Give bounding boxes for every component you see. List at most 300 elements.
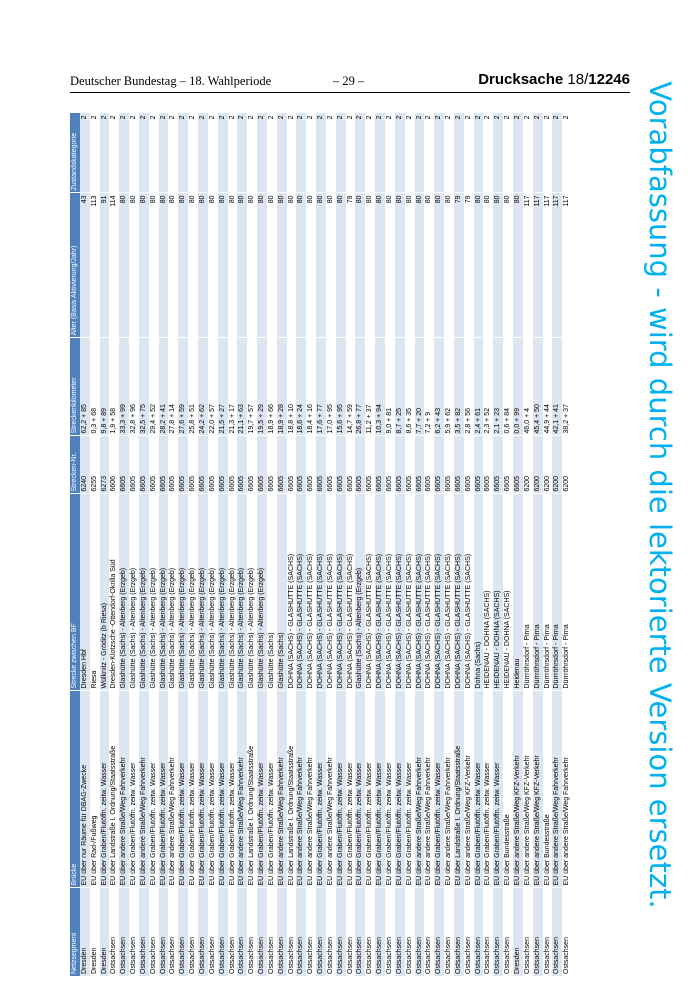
table-cell: 2 <box>483 113 493 193</box>
table-cell: 79 <box>454 193 464 338</box>
table-cell: 6606 <box>109 436 119 494</box>
table-row <box>415 113 425 976</box>
table-cell: DOHNA (SACHS) - GLASHÜTTE (SACHS) <box>385 494 395 691</box>
table-cell: 80 <box>287 193 297 338</box>
table-cell: 2 <box>474 113 484 193</box>
table-cell: DOHNA (SACHS) - GLASHÜTTE (SACHS) <box>395 494 405 691</box>
table-cell: 80 <box>405 193 415 338</box>
table-cell: 6605 <box>208 436 218 494</box>
table-cell: 2 <box>129 113 139 193</box>
table-cell: 2 <box>493 113 503 193</box>
table-cell: DOHNA (SACHS) - GLASHÜTTE (SACHS) <box>454 494 464 691</box>
table-row <box>237 113 247 976</box>
table-cell: EÜ über Graben/Flutöffn. zeitw. Wasser <box>385 691 395 888</box>
table-cell: DOHNA (SACHS) - GLASHÜTTE (SACHS) <box>287 494 297 691</box>
table-cell: 6605 <box>296 436 306 494</box>
table-cell: Dresden-Klotzsche -Ottendorf-Okrilla Süd <box>109 494 119 691</box>
table-cell: 6605 <box>464 436 474 494</box>
table-cell: Ostsachsen <box>543 888 553 976</box>
table-cell: 27,8 + 14 <box>168 338 178 436</box>
table-cell: 7,7 + 20 <box>415 338 425 436</box>
table-cell: 2 <box>513 113 523 193</box>
table-cell: 2 <box>326 113 336 193</box>
table-cell: DOHNA (SACHS) - GLASHÜTTE (SACHS) <box>346 494 356 691</box>
table-cell: 6605 <box>198 436 208 494</box>
table-cell: 2 <box>100 113 110 193</box>
table-cell: 2 <box>346 113 356 193</box>
table-cell: 117 <box>533 193 543 338</box>
table-row <box>90 113 100 976</box>
table-cell: 6605 <box>405 436 415 494</box>
table-cell: 28,2 + 41 <box>159 338 169 436</box>
table-cell: Ostsachsen <box>267 888 277 976</box>
table-cell: Ostsachsen <box>119 888 129 976</box>
table-cell: DOHNA (SACHS) - GLASHÜTTE (SACHS) <box>405 494 415 691</box>
table-cell: 6240 <box>80 436 90 494</box>
table-cell: 29,4 + 52 <box>149 338 159 436</box>
table-cell: 62,2 + 85 <box>80 338 90 436</box>
table-cell: 2 <box>424 113 434 193</box>
table-cell: 6605 <box>513 436 523 494</box>
table-cell: 2 <box>267 113 277 193</box>
table-cell: 2 <box>434 113 444 193</box>
table-cell: EÜ über andere Straße/Weg KFZ-Verkehr <box>464 691 474 888</box>
table-cell: Glashütte (Sachs) <box>277 494 287 691</box>
table-cell: 6605 <box>159 436 169 494</box>
table-cell: 6200 <box>533 436 543 494</box>
table-cell: 80 <box>493 193 503 338</box>
table-cell: 80 <box>257 193 267 338</box>
table-cell: 32,8 + 96 <box>129 338 139 436</box>
table-cell: 6605 <box>277 436 287 494</box>
column-header: Brücke <box>70 691 80 888</box>
table-cell: 2 <box>523 113 533 193</box>
table-row <box>316 113 326 976</box>
table-cell: 80 <box>119 193 129 338</box>
table-cell: Ostsachsen <box>533 888 543 976</box>
table-cell: EÜ über andere Straße/Weg Fahrverkehr <box>552 691 562 888</box>
table-cell: EÜ über Graben/Flutöffn. zeitw. Wasser <box>149 691 159 888</box>
table-cell: 6200 <box>552 436 562 494</box>
table-cell: DOHNA (SACHS) - GLASHÜTTE (SACHS) <box>296 494 306 691</box>
table-cell: Glashütte (Sachs) - Altenberg (Erzgeb) <box>228 494 238 691</box>
table-row <box>218 113 228 976</box>
table-cell: 6605 <box>375 436 385 494</box>
table-cell: 80 <box>483 193 493 338</box>
table-row <box>493 113 503 976</box>
table-row <box>119 113 129 976</box>
table-cell: 2,4 + 61 <box>474 338 484 436</box>
table-container <box>70 113 625 976</box>
table-cell: Ostsachsen <box>247 888 257 976</box>
table-cell: DOHNA (SACHS) - GLASHÜTTE (SACHS) <box>365 494 375 691</box>
header-rule <box>70 92 630 93</box>
table-cell: EÜ über Graben/Flutöffn. zeitw. Wasser <box>257 691 267 888</box>
table-cell: Ostsachsen <box>109 888 119 976</box>
table-cell: 80 <box>267 193 277 338</box>
table-cell: 6605 <box>247 436 257 494</box>
table-cell: EÜ über Graben/Flutöffn. zeitw. Wasser <box>336 691 346 888</box>
table-cell: 2 <box>208 113 218 193</box>
table-cell: 6605 <box>503 436 513 494</box>
table-cell: Ostsachsen <box>493 888 503 976</box>
table-row <box>247 113 257 976</box>
table-cell: EÜ über Graben/Flutöffn. zeitw. Wasser <box>483 691 493 888</box>
table-cell: 6605 <box>237 436 247 494</box>
column-header: Alter (Basis Aktivierung/Jahr) <box>70 193 80 338</box>
table-cell: Ostsachsen <box>228 888 238 976</box>
table-cell: 2 <box>237 113 247 193</box>
table-cell: 6605 <box>395 436 405 494</box>
table-cell: Ostsachsen <box>474 888 484 976</box>
table-cell: 80 <box>159 193 169 338</box>
table-cell: DOHNA (SACHS) - GLASHÜTTE (SACHS) <box>326 494 336 691</box>
table-cell: 80 <box>474 193 484 338</box>
table-cell: 2 <box>247 113 257 193</box>
table-cell: 6605 <box>434 436 444 494</box>
table-cell: 6605 <box>188 436 198 494</box>
table-cell: Ostsachsen <box>503 888 513 976</box>
table-cell: EÜ über andere Straße/Weg Fahrverkehr <box>237 691 247 888</box>
table-cell: EÜ über andere Straße/Weg Fahrverkehr <box>277 691 287 888</box>
table-cell: Glashütte (Sachs) - Altenberg (Erzgeb) <box>178 494 188 691</box>
table-cell: 117 <box>562 193 572 338</box>
table-cell: 2 <box>109 113 119 193</box>
table-row <box>454 113 464 976</box>
table-cell: 2 <box>257 113 267 193</box>
table-cell: 6605 <box>119 436 129 494</box>
table-cell: Glashütte (Sachs) - Altenberg (Erzgeb) <box>168 494 178 691</box>
table-cell: 46,0 + 4 <box>523 338 533 436</box>
table-cell: EÜ über andere Straße/Weg Fahrverkehr <box>139 691 149 888</box>
table-cell: 0,6 + 84 <box>503 338 513 436</box>
table-cell: 6605 <box>257 436 267 494</box>
table-cell: Ostsachsen <box>168 888 178 976</box>
table-cell: 45,4 + 50 <box>533 338 543 436</box>
table-cell: 6255 <box>90 436 100 494</box>
table-cell: 26,8 + 77 <box>355 338 365 436</box>
table-cell: 6605 <box>287 436 297 494</box>
table-cell: 33,3 + 99 <box>119 338 129 436</box>
watermark-text: Vorabfassung - wird durch die lektorierte Version ersetzt. <box>643 81 677 909</box>
table-cell: Ostsachsen <box>257 888 267 976</box>
table-cell: 6605 <box>326 436 336 494</box>
table-cell: 2 <box>277 113 287 193</box>
table-cell: 2 <box>296 113 306 193</box>
table-cell: 2 <box>218 113 228 193</box>
table-cell: Ostsachsen <box>336 888 346 976</box>
table-cell: EÜ über Landstraße I. Ordnung/Staatsstraße <box>287 691 297 888</box>
table-row <box>405 113 415 976</box>
table-cell: EÜ über Graben/Flutöffn. zeitw. Wasser <box>178 691 188 888</box>
table-cell: Ostsachsen <box>415 888 425 976</box>
table-cell: 8,7 + 25 <box>395 338 405 436</box>
table-cell: 2 <box>503 113 513 193</box>
table-row <box>543 113 553 976</box>
table-cell: Ostsachsen <box>405 888 415 976</box>
table-cell: EÜ über Graben/Flutöffn. zeitw. Wasser <box>228 691 238 888</box>
table-cell: HEIDENAU - DOHNA (SACHS) <box>483 494 493 691</box>
table-cell: 2 <box>149 113 159 193</box>
table-cell: Ostsachsen <box>562 888 572 976</box>
table-cell: 2 <box>533 113 543 193</box>
table-row <box>424 113 434 976</box>
table-cell: EÜ über Graben/Flutöffn. zeitw. Wasser <box>365 691 375 888</box>
table-cell: EÜ über Bundesstraße <box>543 691 553 888</box>
table-header-row <box>70 113 80 976</box>
table-cell: 80 <box>513 193 523 338</box>
table-row <box>129 113 139 976</box>
table-cell: DOHNA (SACHS) - GLASHÜTTE (SACHS) <box>424 494 434 691</box>
table-cell: Ostsachsen <box>149 888 159 976</box>
table-cell: Ostsachsen <box>198 888 208 976</box>
table-cell: 80 <box>198 193 208 338</box>
table-cell: 24,2 + 62 <box>198 338 208 436</box>
table-row <box>188 113 198 976</box>
table-cell: 2 <box>415 113 425 193</box>
table-cell: Dürrröhrsdorf - Pirna <box>552 494 562 691</box>
table-cell: Ostsachsen <box>355 888 365 976</box>
table-cell: 2,1 + 23 <box>493 338 503 436</box>
table-cell: Ostsachsen <box>237 888 247 976</box>
table-cell: 6605 <box>474 436 484 494</box>
table-cell: 6,2 + 43 <box>434 338 444 436</box>
table-cell: 18,9 + 28 <box>277 338 287 436</box>
table-cell: 80 <box>395 193 405 338</box>
table-cell: 80 <box>139 193 149 338</box>
table-cell: 21,1 + 63 <box>237 338 247 436</box>
table-header <box>70 113 80 976</box>
table-cell: EÜ über Graben/Flutöffn. zeitw. Wasser <box>346 691 356 888</box>
table-cell: Ostsachsen <box>424 888 434 976</box>
table-row <box>483 113 493 976</box>
table-cell: 2 <box>444 113 454 193</box>
table-cell: 2 <box>198 113 208 193</box>
table-cell: DOHNA (SACHS) - GLASHÜTTE (SACHS) <box>375 494 385 691</box>
table-cell: 6605 <box>493 436 503 494</box>
table-cell: EÜ über Graben/Flutöffn. zeitw. Wasser <box>434 691 444 888</box>
table-cell: Ostsachsen <box>218 888 228 976</box>
table-row <box>208 113 218 976</box>
table-cell: Ostsachsen <box>139 888 149 976</box>
table-row <box>523 113 533 976</box>
table-cell: Glashütte (Sachs) - Altenberg (Erzgeb) <box>188 494 198 691</box>
table-cell: Dürrröhrsdorf - Pirna <box>543 494 553 691</box>
table-cell: Ostsachsen <box>385 888 395 976</box>
table-cell: EÜ über Graben/Flutöffn. zeitw. Wasser <box>405 691 415 888</box>
table-cell: 2 <box>178 113 188 193</box>
table-cell: 2,8 + 56 <box>464 338 474 436</box>
table-cell: 2 <box>188 113 198 193</box>
table-row <box>178 113 188 976</box>
table-row <box>296 113 306 976</box>
table-cell: 117 <box>543 193 553 338</box>
table-cell: 9,8 + 89 <box>100 338 110 436</box>
table-cell: 6605 <box>454 436 464 494</box>
table-row <box>513 113 523 976</box>
table-cell: 18,4 + 16 <box>306 338 316 436</box>
table-cell: 2 <box>365 113 375 193</box>
table-cell: Ostsachsen <box>523 888 533 976</box>
table-cell: Dohna (Sachs) <box>474 494 484 691</box>
table-cell: 6605 <box>483 436 493 494</box>
table-cell: 14,7 + 59 <box>346 338 356 436</box>
table-cell: EÜ über andere Straße/Weg Fahrverkehr <box>306 691 316 888</box>
table-body <box>80 113 572 976</box>
table-cell: 6605 <box>415 436 425 494</box>
table-cell: 19,5 + 29 <box>257 338 267 436</box>
table-cell: 80 <box>306 193 316 338</box>
table-row <box>267 113 277 976</box>
table-cell: Glashütte (Sachs) <box>267 494 277 691</box>
table-row <box>326 113 336 976</box>
table-cell: 80 <box>375 193 385 338</box>
table-cell: EÜ über andere Straße/Weg Fahrverkehr <box>424 691 434 888</box>
table-cell: 6605 <box>178 436 188 494</box>
table-row <box>80 113 90 976</box>
document-label: Drucksache <box>478 71 564 88</box>
table-cell: 6605 <box>355 436 365 494</box>
table-cell: 80 <box>247 193 257 338</box>
table-cell: Dresden <box>80 888 90 976</box>
table-cell: 2 <box>385 113 395 193</box>
table-cell: 2 <box>464 113 474 193</box>
table-cell: 2 <box>159 113 169 193</box>
table-cell: 1,9 + 58 <box>109 338 119 436</box>
table-cell: 17,0 + 95 <box>326 338 336 436</box>
table-cell: 6200 <box>543 436 553 494</box>
table-cell: 5,9 + 62 <box>444 338 454 436</box>
table-row <box>562 113 572 976</box>
column-header: Zustandskategorie <box>70 113 80 193</box>
table-cell: 80 <box>296 193 306 338</box>
table-cell: 6605 <box>444 436 454 494</box>
table-cell: 114 <box>109 193 119 338</box>
table-cell: Glashütte (Sachs) - Altenberg (Erzgeb) <box>159 494 169 691</box>
table-cell: EÜ über Graben/Flutöffn. zeitw. Wasser <box>493 691 503 888</box>
table-cell: Ostsachsen <box>287 888 297 976</box>
column-header: Strecken-Nr. <box>70 436 80 494</box>
table-cell: 80 <box>218 193 228 338</box>
table-row <box>149 113 159 976</box>
table-row <box>139 113 149 976</box>
table-row <box>395 113 405 976</box>
table-cell: 2,3 + 52 <box>483 338 493 436</box>
table-cell: 0,3 + 68 <box>90 338 100 436</box>
table-cell: Glashütte (Sachs) - Altenberg (Erzgeb) <box>237 494 247 691</box>
table-cell: EÜ über Graben/Flutöffn. zeitw. Wasser <box>198 691 208 888</box>
table-cell: Ostsachsen <box>375 888 385 976</box>
table-cell: EÜ über andere Straße/Weg Fahrverkehr <box>296 691 306 888</box>
table-cell: 6605 <box>316 436 326 494</box>
table-row <box>277 113 287 976</box>
table-cell: HEIDENAU - DOHNA (SACHS) <box>493 494 503 691</box>
table-cell: 42,1 + 41 <box>552 338 562 436</box>
table-cell: DOHNA (SACHS) - GLASHÜTTE (SACHS) <box>415 494 425 691</box>
table-cell: 80 <box>415 193 425 338</box>
table-cell: EÜ über nur Räume für DBAG-Zwecke <box>80 691 90 888</box>
table-cell: Glashütte (Sachs) - Altenberg (Erzgeb) <box>208 494 218 691</box>
table-cell: Dresden <box>100 888 110 976</box>
table-cell: DOHNA (SACHS) - GLASHÜTTE (SACHS) <box>434 494 444 691</box>
table-cell: EÜ über andere Straße/Weg Fahrverkehr <box>326 691 336 888</box>
table-row <box>474 113 484 976</box>
table-cell: 2 <box>552 113 562 193</box>
table-row <box>434 113 444 976</box>
table-cell: EÜ über Graben/Flutöffn. zeitw. Wasser <box>129 691 139 888</box>
table-cell: EÜ über Landstraße I. Ordnung/Staatsstraße <box>247 691 257 888</box>
table-row <box>168 113 178 976</box>
table-cell: Ostsachsen <box>178 888 188 976</box>
table-cell: EÜ über Graben/Flutöffn. zeitw. Wasser <box>218 691 228 888</box>
table-cell: Ostsachsen <box>316 888 326 976</box>
table-cell: Ostsachsen <box>129 888 139 976</box>
table-row <box>355 113 365 976</box>
table-cell: Ostsachsen <box>159 888 169 976</box>
table-cell: 6605 <box>365 436 375 494</box>
table-row <box>346 113 356 976</box>
table-cell: 117 <box>523 193 533 338</box>
table-cell: 19,7 + 57 <box>247 338 257 436</box>
table-cell: 6605 <box>424 436 434 494</box>
table-cell: 2 <box>355 113 365 193</box>
table-cell: EÜ über Graben/Flutöffn. zeitw. Wasser <box>395 691 405 888</box>
table-row <box>503 113 513 976</box>
table-cell: EÜ über Graben/Flutöffn. zeitw. Wasser <box>100 691 110 888</box>
table-cell: Glashütte (Sachs) - Altenberg (Erzgeb) <box>218 494 228 691</box>
table-cell: 80 <box>326 193 336 338</box>
table-cell: Ostsachsen <box>326 888 336 976</box>
table-cell: Ostsachsen <box>188 888 198 976</box>
table-cell: 44,9 + 44 <box>543 338 553 436</box>
table-cell: Ostsachsen <box>464 888 474 976</box>
document-number <box>478 71 630 88</box>
table-row <box>533 113 543 976</box>
table-cell: Riesa <box>90 494 100 691</box>
column-header: Netzsegment <box>70 888 80 976</box>
table-cell: EÜ über Graben/Flutöffn. zeitw. Wasser <box>355 691 365 888</box>
table-cell: 3,5 + 82 <box>454 338 464 436</box>
table-cell: 6200 <box>523 436 533 494</box>
table-cell: 22,0 + 57 <box>208 338 218 436</box>
table-cell: EÜ über Landstraße I. Ordnung/Staatsstraße <box>454 691 464 888</box>
table-cell: Glashütte (Sachs) - Altenberg (Erzgeb) <box>129 494 139 691</box>
table-cell: EÜ über Graben/Flutöffn. zeitw. Wasser <box>375 691 385 888</box>
table-cell: 27,6 + 59 <box>178 338 188 436</box>
table-cell: Ostsachsen <box>296 888 306 976</box>
table-cell: EÜ über Graben/Flutöffn. zeitw. Wasser <box>474 691 484 888</box>
table-cell: 2 <box>454 113 464 193</box>
table-cell: EÜ über Graben/Flutöffn. zeitw. Wasser <box>316 691 326 888</box>
table-cell: Glashütte (Sachs) - Altenberg (Erzgeb) <box>355 494 365 691</box>
column-header: Streckenkilometer <box>70 338 80 436</box>
table-cell: 6200 <box>562 436 572 494</box>
table-cell: 6273 <box>100 436 110 494</box>
table-cell: 15,6 + 95 <box>336 338 346 436</box>
table-cell: Glashütte (Sachs) - Altenberg (Erzgeb) <box>119 494 129 691</box>
table-cell: Heidenau <box>513 494 523 691</box>
bridge-table <box>70 113 572 976</box>
table-cell: EÜ über Rad-/Fußweg <box>90 691 100 888</box>
table-cell: 80 <box>434 193 444 338</box>
table-cell: 32,5 + 75 <box>139 338 149 436</box>
table-cell: 80 <box>228 193 238 338</box>
table-cell: EÜ über Graben/Flutöffn. zeitw. Wasser <box>188 691 198 888</box>
table-cell: 91 <box>100 193 110 338</box>
table-cell: 0,0 + 99 <box>513 338 523 436</box>
table-cell: 80 <box>129 193 139 338</box>
table-cell: Glashütte (Sachs) - Altenberg (Erzgeb) <box>149 494 159 691</box>
